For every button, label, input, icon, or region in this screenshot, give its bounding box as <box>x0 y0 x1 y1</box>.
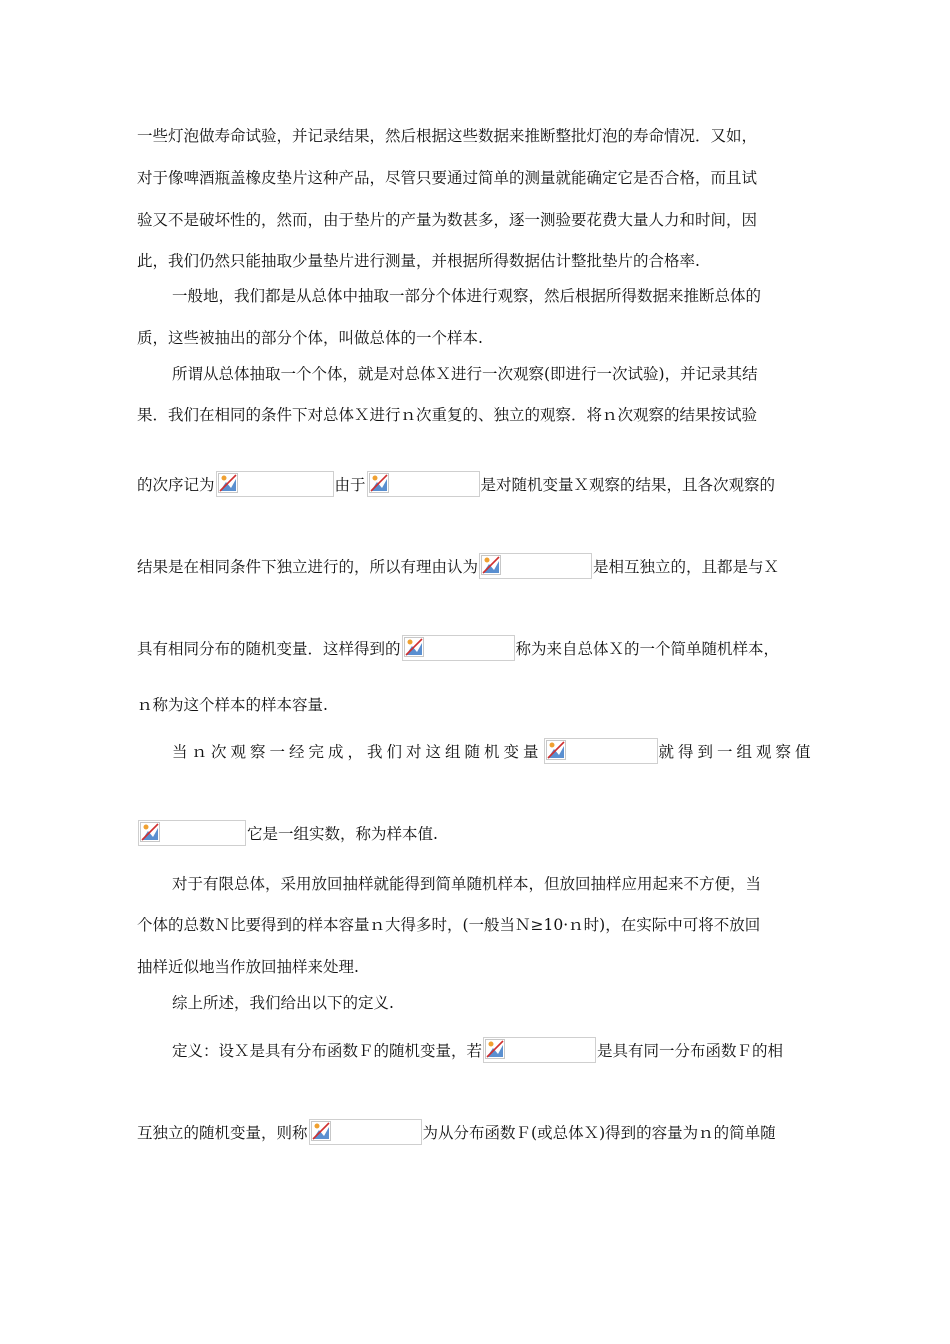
broken-image-icon <box>481 555 501 575</box>
formula-image <box>138 820 246 846</box>
text-run: 就得到一组观察值 <box>658 743 815 761</box>
text-run: 它是一组实数，称为样本值. <box>247 825 438 843</box>
paragraph-line <box>172 1040 817 1062</box>
broken-image-icon <box>140 822 160 842</box>
paragraph-line: 所谓从总体抽取一个个体，就是对总体Ｘ进行一次观察(即进行一次试验)，并记录其结 <box>172 365 758 383</box>
paragraph-line <box>137 638 817 660</box>
paragraph-line: 果．我们在相同的条件下对总体Ｘ进行ｎ次重复的、独立的观察．将ｎ次观察的结果按试验 <box>137 406 758 424</box>
paragraph-line: 质，这些被抽出的部分个体，叫做总体的一个样本. <box>137 329 483 347</box>
paragraph-line <box>137 474 817 496</box>
paragraph-line <box>137 1122 817 1144</box>
text-run: 当ｎ次观察一经完成，我们对这组随机变量 <box>172 743 543 761</box>
paragraph-line <box>172 741 817 763</box>
text-run: 结果是在相同条件下独立进行的，所以有理由认为 <box>137 558 479 576</box>
broken-image-icon <box>311 1121 331 1141</box>
paragraph-line: 抽样近似地当作放回抽样来处理. <box>137 958 359 976</box>
formula-image <box>367 471 480 497</box>
paragraph-line <box>137 823 817 845</box>
broken-image-icon <box>369 473 389 493</box>
text-run: 的次序记为 <box>137 476 215 494</box>
paragraph-line <box>137 556 817 578</box>
broken-image-icon <box>404 637 424 657</box>
text-run: 称为来自总体Ｘ的一个简单随机样本， <box>515 640 780 658</box>
paragraph-line: 对于有限总体，采用放回抽样就能得到简单随机样本，但放回抽样应用起来不方便，当 <box>172 875 762 893</box>
paragraph-line: 一些灯泡做寿命试验，并记录结果，然后根据这些数据来推断整批灯泡的寿命情况．又如， <box>137 127 758 145</box>
paragraph-line: 个体的总数Ｎ比要得到的样本容量ｎ大得多时，(一般当Ｎ≥10·ｎ时)，在实际中可将不放回 <box>137 916 761 934</box>
text-run: 是相互独立的，且都是与Ｘ <box>593 558 780 576</box>
formula-image <box>479 553 592 579</box>
paragraph-line: 对于像啤酒瓶盖橡皮垫片这种产品，尽管只要通过简单的测量就能确定它是否合格，而且试 <box>137 169 758 187</box>
formula-image <box>402 635 515 661</box>
paragraph-line: 此，我们仍然只能抽取少量垫片进行测量，并根据所得数据估计整批垫片的合格率. <box>137 252 700 270</box>
broken-image-icon <box>485 1039 505 1059</box>
formula-image <box>483 1037 596 1063</box>
paragraph-line: 一般地，我们都是从总体中抽取一部分个体进行观察，然后根据所得数据来推断总体的 <box>172 287 762 305</box>
broken-image-icon <box>546 740 566 760</box>
text-run: 是对随机变量Ｘ观察的结果，且各次观察的 <box>480 476 776 494</box>
text-run: 是具有同一分布函数Ｆ的相 <box>597 1042 784 1060</box>
broken-image-icon <box>218 473 238 493</box>
formula-image <box>309 1119 422 1145</box>
text-run: 定义：设Ｘ是具有分布函数Ｆ的随机变量，若 <box>172 1042 483 1060</box>
text-run: 由于 <box>334 476 366 494</box>
text-run: 具有相同分布的随机变量．这样得到的 <box>137 640 401 658</box>
paragraph-line: 验又不是破坏性的，然而，由于垫片的产量为数甚多，逐一测验要花费大量人力和时间，因 <box>137 211 758 229</box>
paragraph-line: ｎ称为这个样本的样本容量. <box>137 696 328 714</box>
formula-image <box>216 471 334 497</box>
text-run: 为从分布函数Ｆ(或总体Ｘ)得到的容量为ｎ的简单随 <box>422 1124 776 1142</box>
formula-image <box>544 738 658 764</box>
paragraph-line: 综上所述，我们给出以下的定义. <box>172 994 394 1012</box>
text-run: 互独立的随机变量，则称 <box>137 1124 308 1142</box>
